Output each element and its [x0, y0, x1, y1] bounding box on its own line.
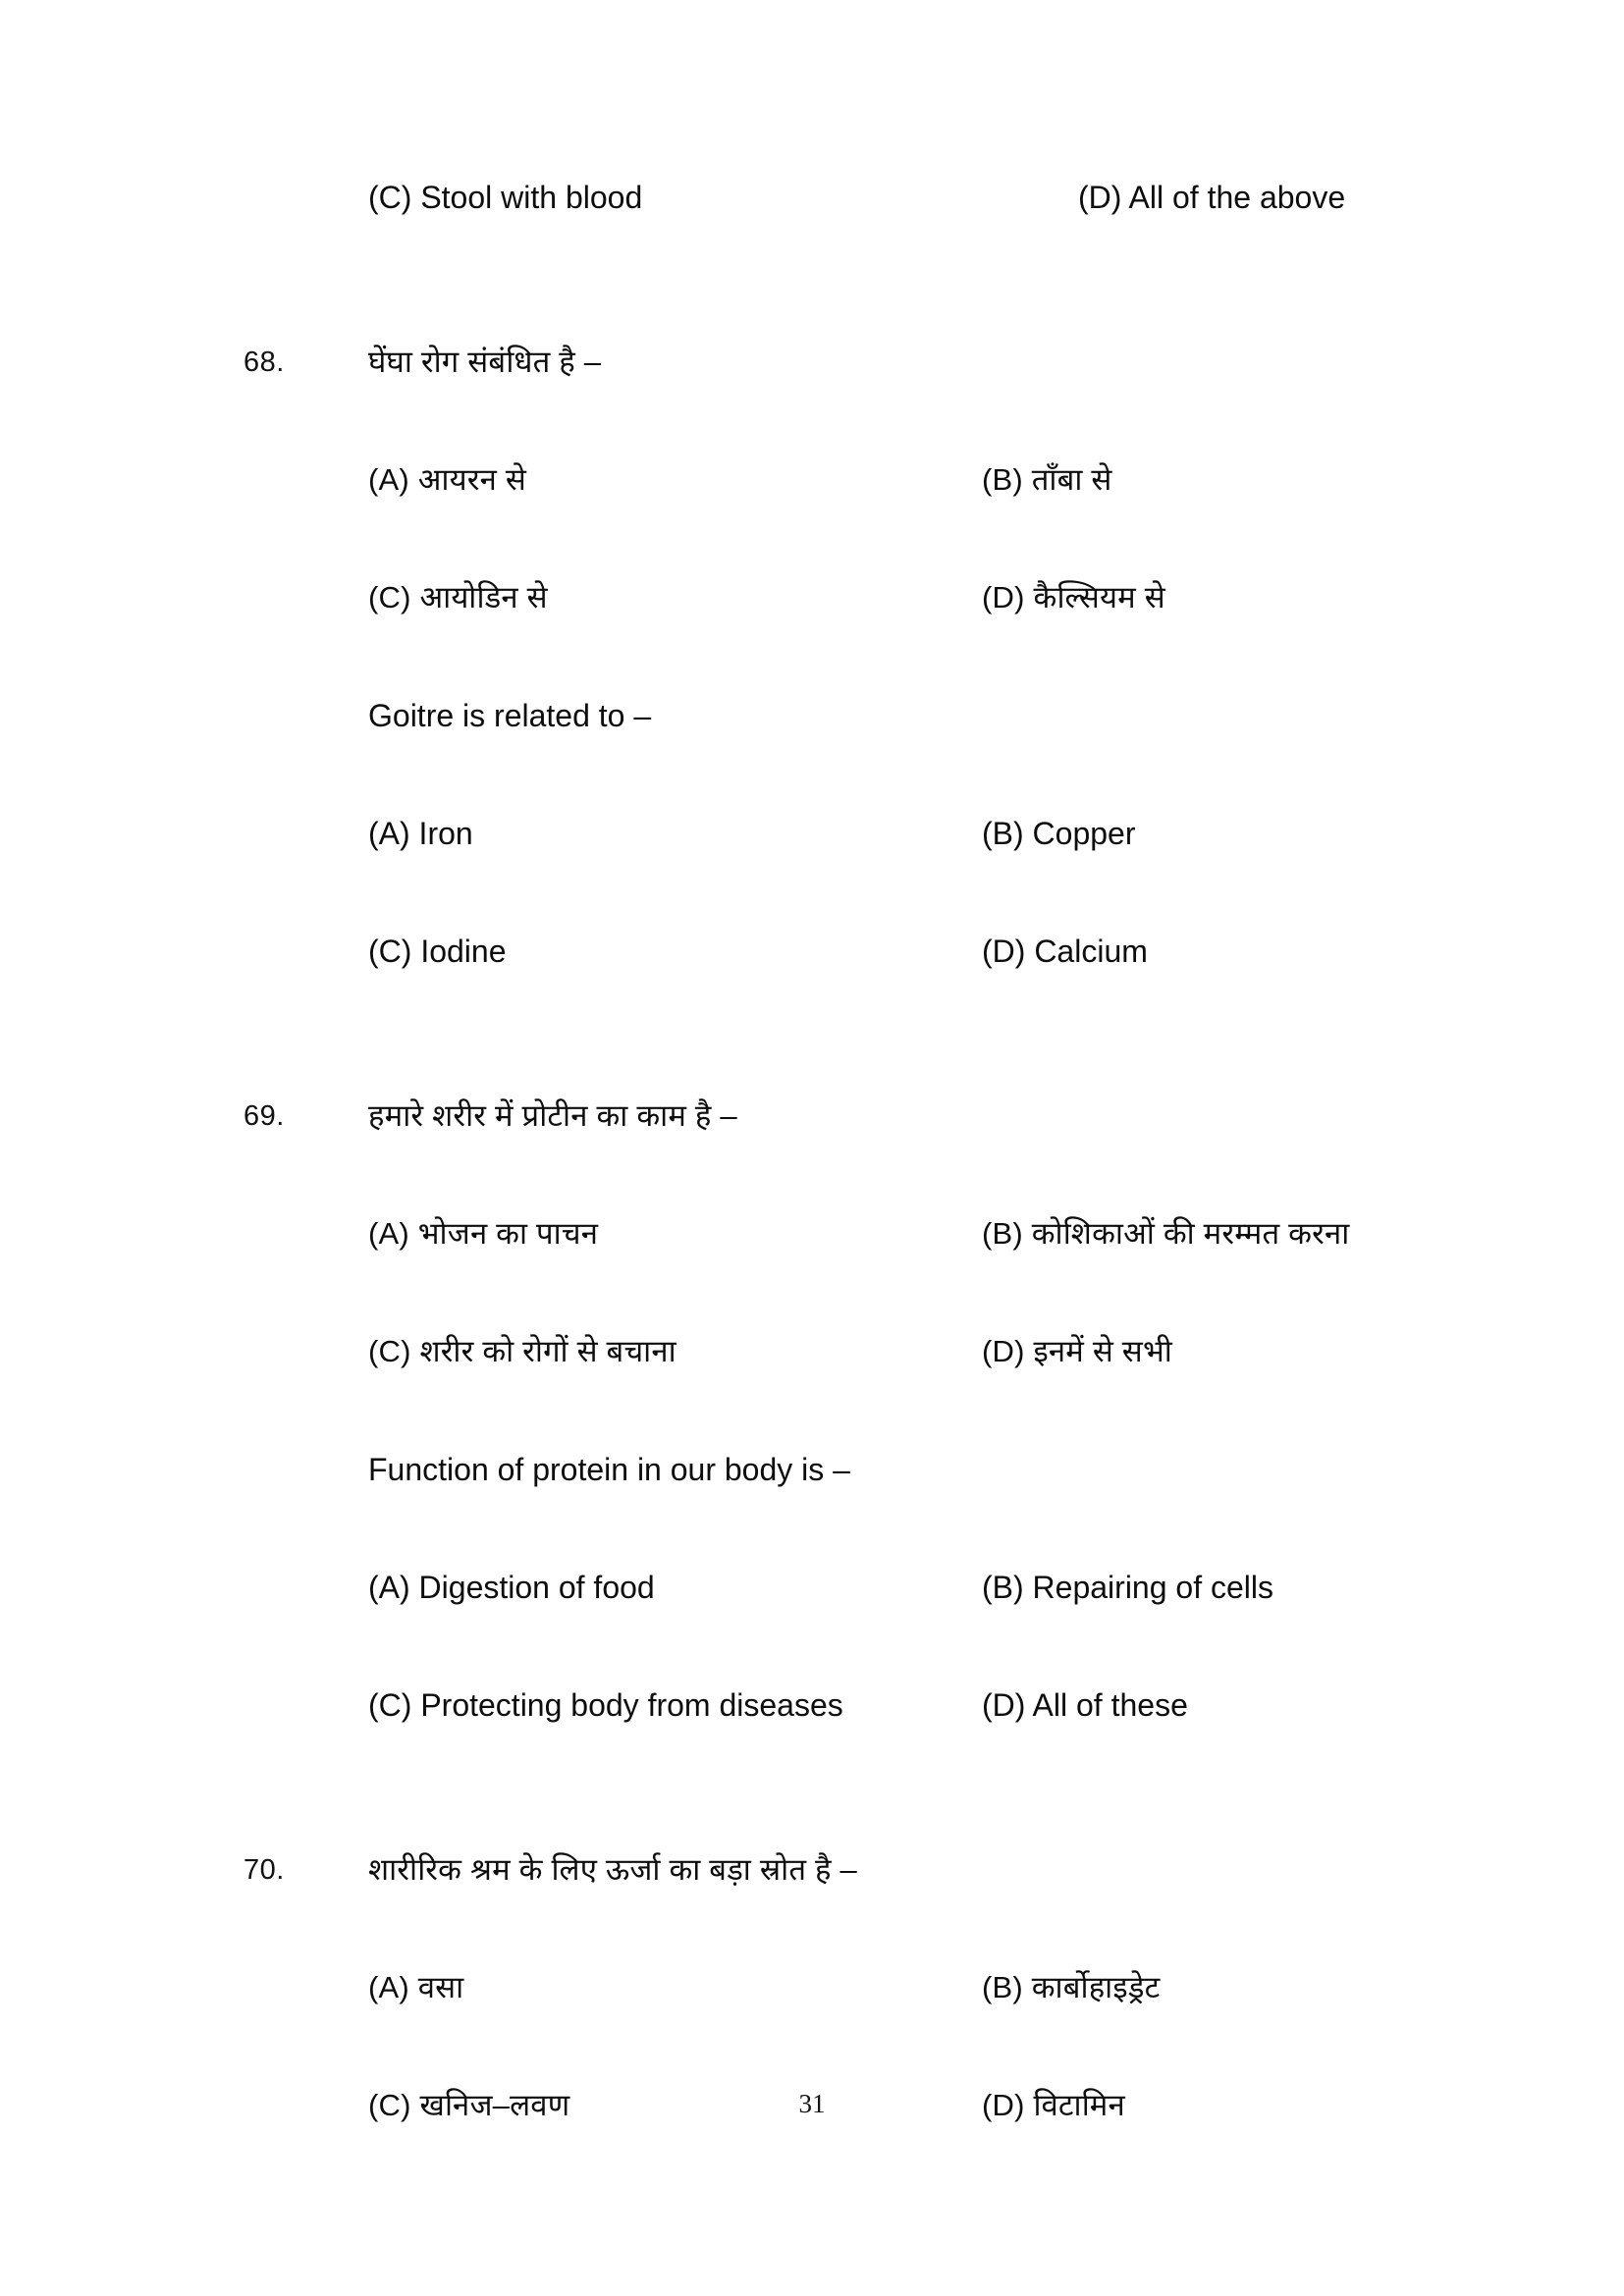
question-69-option-b-hindi: (B) कोशिकाओं की मरम्मत करना — [982, 1216, 1350, 1251]
question-68-number: 68. — [244, 347, 285, 378]
question-68-option-d-english: (D) Calcium — [982, 934, 1148, 969]
question-68-stem-hindi-row — [0, 340, 1624, 457]
question-70-option-c-hindi: (C) खनिज–लवण — [368, 2088, 570, 2122]
question-69-stem-english: Function of protein in our body is – — [368, 1452, 850, 1487]
question-68-english-options-row-1 — [0, 811, 1624, 929]
question-70-hindi-options-row-1 — [0, 1965, 1624, 2083]
page-number: 31 — [798, 2089, 826, 2118]
question-68-hindi-options-row-2 — [0, 575, 1624, 693]
carryover-option-row — [0, 175, 1624, 293]
question-69-english-options-row-1 — [0, 1565, 1624, 1682]
question-68-hindi-options-row-1 — [0, 457, 1624, 575]
question-69-option-d-english: (D) All of these — [982, 1687, 1188, 1723]
carryover-option-c: (C) Stool with blood — [368, 180, 643, 215]
question-69-option-c-hindi: (C) शरीर को रोगों से बचाना — [368, 1334, 677, 1368]
question-70-stem-hindi: शारीरिक श्रम के लिए ऊर्जा का बड़ा स्रोत है – — [368, 1852, 857, 1887]
question-68-option-a-english: (A) Iron — [368, 816, 473, 851]
question-70-stem-hindi-row — [0, 1847, 1624, 1965]
question-69-option-b-english: (B) Repairing of cells — [982, 1570, 1273, 1605]
question-69-stem-hindi-row — [0, 1094, 1624, 1211]
question-68-option-d-hindi: (D) कैल्सियम से — [982, 580, 1165, 614]
question-gap-69-70 — [0, 1800, 1624, 1847]
question-68-option-c-english: (C) Iodine — [368, 934, 507, 969]
question-69-hindi-options-row-1 — [0, 1211, 1624, 1329]
question-68-option-c-hindi: (C) आयोडिन से — [368, 580, 548, 614]
block-gap — [0, 293, 1624, 340]
question-69-hindi-options-row-2 — [0, 1329, 1624, 1447]
question-gap-68-69 — [0, 1046, 1624, 1094]
question-68-stem-hindi: घेंघा रोग संबंधित है – — [368, 345, 602, 379]
top-margin — [0, 0, 1624, 175]
question-69-stem-hindi: हमारे शरीर में प्रोटीन का काम है – — [368, 1098, 737, 1133]
question-70-option-b-hindi: (B) कार्बोहाइड्रेट — [982, 1970, 1161, 2004]
carryover-option-d: (D) All of the above — [1078, 180, 1346, 215]
question-69-english-options-row-2 — [0, 1682, 1624, 1800]
question-68-option-b-english: (B) Copper — [982, 816, 1136, 851]
question-69-option-a-hindi: (A) भोजन का पाचन — [368, 1216, 599, 1251]
question-69-number: 69. — [244, 1100, 285, 1132]
question-69-option-c-english: (C) Protecting body from diseases — [368, 1687, 843, 1723]
question-68-stem-english: Goitre is related to – — [368, 698, 652, 733]
question-68-option-b-hindi: (B) ताँबा से — [982, 462, 1112, 497]
question-69-stem-english-row — [0, 1447, 1624, 1565]
question-68-stem-english-row — [0, 693, 1624, 811]
question-70-option-d-hindi: (D) विटामिन — [982, 2088, 1125, 2122]
question-70-number: 70. — [244, 1854, 285, 1886]
question-68-english-options-row-2 — [0, 929, 1624, 1046]
question-69-option-d-hindi: (D) इनमें से सभी — [982, 1334, 1172, 1368]
question-70-option-a-hindi: (A) वसा — [368, 1970, 464, 2004]
question-69-option-a-english: (A) Digestion of food — [368, 1570, 655, 1605]
question-68-option-a-hindi: (A) आयरन से — [368, 462, 527, 497]
